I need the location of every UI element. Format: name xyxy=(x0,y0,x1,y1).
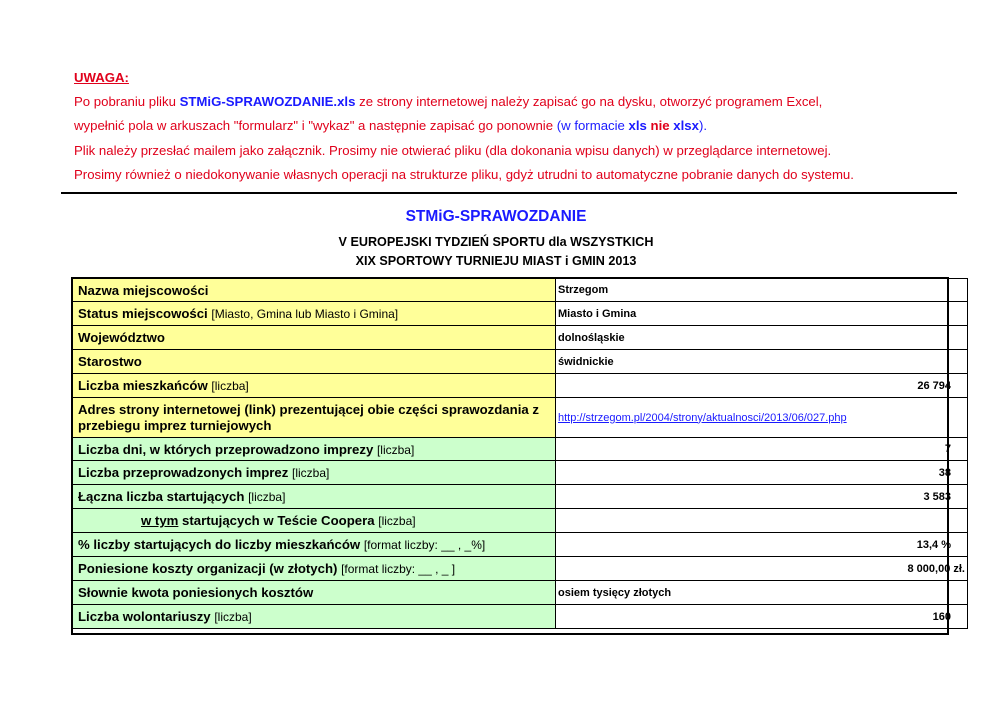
website-link[interactable]: http://strzegom.pl/2004/strony/aktualnosci/2013/06/027.php xyxy=(558,411,847,424)
label-mieszkancy xyxy=(73,374,556,398)
label-cooper-text xyxy=(78,513,375,528)
row-koszty xyxy=(73,557,968,581)
format-note-end: ). xyxy=(698,118,708,134)
label-text: % liczby startujących do liczby mieszkańców xyxy=(78,537,361,552)
field-status[interactable]: Miasto i Gmina xyxy=(556,302,968,326)
label-hint: [Miasto, Gmina lub Miasto i Gmina] xyxy=(211,307,399,321)
row-cooper xyxy=(73,509,968,533)
field-wolontariusze[interactable]: 160 xyxy=(556,605,968,629)
field-nazwa[interactable]: Strzegom xyxy=(556,279,968,302)
label-hint: [liczba] xyxy=(248,490,286,504)
label-text: Liczba wolontariuszy xyxy=(78,609,211,624)
format-xlsx: xlsx xyxy=(673,118,699,134)
field-slownie[interactable]: osiem tysięcy złotych xyxy=(556,581,968,605)
label-wojewodztwo xyxy=(73,326,556,350)
label-text: Łączna liczba startujących xyxy=(78,489,245,504)
notice-line-1 xyxy=(74,90,954,114)
label-hint: [liczba] xyxy=(211,379,249,393)
row-slownie xyxy=(73,581,968,605)
row-imprezy xyxy=(73,461,968,485)
label-wolontariusze xyxy=(73,605,556,629)
notice-text: Po pobraniu pliku xyxy=(74,94,180,110)
notice-line-4: Prosimy również o niedokonywanie własnych operacji na strukturze pliku, gdyż utrudni to automatyczne pobranie danych do systemu. xyxy=(74,166,854,182)
row-wojewodztwo xyxy=(73,326,968,350)
file-name: STMiG-SPRAWOZDANIE.xls xyxy=(179,94,356,110)
field-wojewodztwo[interactable]: dolnośląskie xyxy=(556,326,968,350)
label-text: Liczba mieszkańców xyxy=(78,378,208,393)
label-hint: [liczba] xyxy=(291,466,330,480)
row-mieszkancy xyxy=(73,374,968,398)
notice-line-3: Plik należy przesłać mailem jako załącznik. Prosimy nie otwierać pliku (dla dokonania wpisu danych) w przeglądarce internetowej. xyxy=(74,142,832,158)
row-startujacy xyxy=(73,485,968,509)
field-koszty[interactable]: 8 000,00 zł. xyxy=(556,557,968,581)
label-hint: [liczba] xyxy=(214,610,252,624)
label-startujacy xyxy=(73,485,556,509)
notice-text: ze strony internetowej należy zapisać go na dysku, otworzyć programem Excel, xyxy=(355,94,823,110)
notice-line-2 xyxy=(74,114,954,138)
format-xls: xls xyxy=(628,118,647,134)
label-text: startujących w Teście Coopera xyxy=(178,513,375,528)
label-text: Liczba dni, w których przeprowadzono imprezy xyxy=(78,441,374,457)
label-hint: [format liczby: __ , _%] xyxy=(363,538,486,552)
label-adres: Adres strony internetowej (link) prezentującej obie części sprawozdania z przebiegu imprez turniejowych xyxy=(73,398,556,438)
report-title: STMiG-SPRAWOZDANIE xyxy=(405,208,587,225)
divider xyxy=(61,192,957,194)
row-status xyxy=(73,302,968,326)
row-procent xyxy=(73,533,968,557)
label-hint: [format liczby: __ , _ ] xyxy=(341,562,456,576)
label-underlined: w tym xyxy=(141,513,179,528)
label-text: Województwo xyxy=(78,330,165,345)
label-cooper xyxy=(73,509,556,533)
notice-heading: UWAGA: xyxy=(74,70,129,85)
label-text: Nazwa miejscowości xyxy=(78,282,209,298)
row-dni xyxy=(73,438,968,461)
label-procent xyxy=(73,533,556,557)
field-mieszkancy[interactable]: 26 794 xyxy=(556,374,968,398)
notice-text: wypełnić pola w arkuszach "formularz" i "wykaz" a następnie zapisać go ponownie xyxy=(74,118,557,134)
row-starostwo xyxy=(73,350,968,374)
label-imprezy xyxy=(73,461,556,485)
label-text: Słownie kwota poniesionych kosztów xyxy=(78,585,314,600)
label-dni xyxy=(73,438,556,461)
field-startujacy[interactable]: 3 583 xyxy=(556,485,968,509)
format-note: (w formacie xyxy=(556,118,629,134)
format-nie: nie xyxy=(646,118,674,134)
label-starostwo xyxy=(73,350,556,374)
notice-block xyxy=(74,66,954,187)
report-subtitle-2: XIX SPORTOWY TURNIEJU MIAST i GMIN 2013 xyxy=(355,254,637,268)
field-dni[interactable]: 7 xyxy=(556,438,968,461)
row-adres xyxy=(73,398,968,438)
label-text: Status miejscowości xyxy=(78,306,208,321)
row-wolontariusze xyxy=(73,605,968,629)
report-form xyxy=(72,278,968,629)
label-slownie xyxy=(73,581,556,605)
label-koszty xyxy=(73,557,556,581)
field-starostwo[interactable]: świdnickie xyxy=(556,350,968,374)
label-hint: [liczba] xyxy=(376,442,415,457)
label-status xyxy=(73,302,556,326)
row-nazwa xyxy=(73,279,968,302)
field-adres[interactable] xyxy=(556,398,968,438)
field-procent[interactable]: 13,4 % xyxy=(556,533,968,557)
label-text: Liczba przeprowadzonych imprez xyxy=(78,465,289,480)
field-cooper[interactable] xyxy=(556,509,968,533)
field-imprezy[interactable]: 38 xyxy=(556,461,968,485)
label-text: Starostwo xyxy=(78,354,142,369)
label-hint: [liczba] xyxy=(378,514,416,528)
label-text: Poniesione koszty organizacji (w złotych) xyxy=(78,561,338,576)
label-nazwa xyxy=(73,279,556,302)
report-subtitle-1: V EUROPEJSKI TYDZIEŃ SPORTU dla WSZYSTKICH xyxy=(338,235,654,249)
